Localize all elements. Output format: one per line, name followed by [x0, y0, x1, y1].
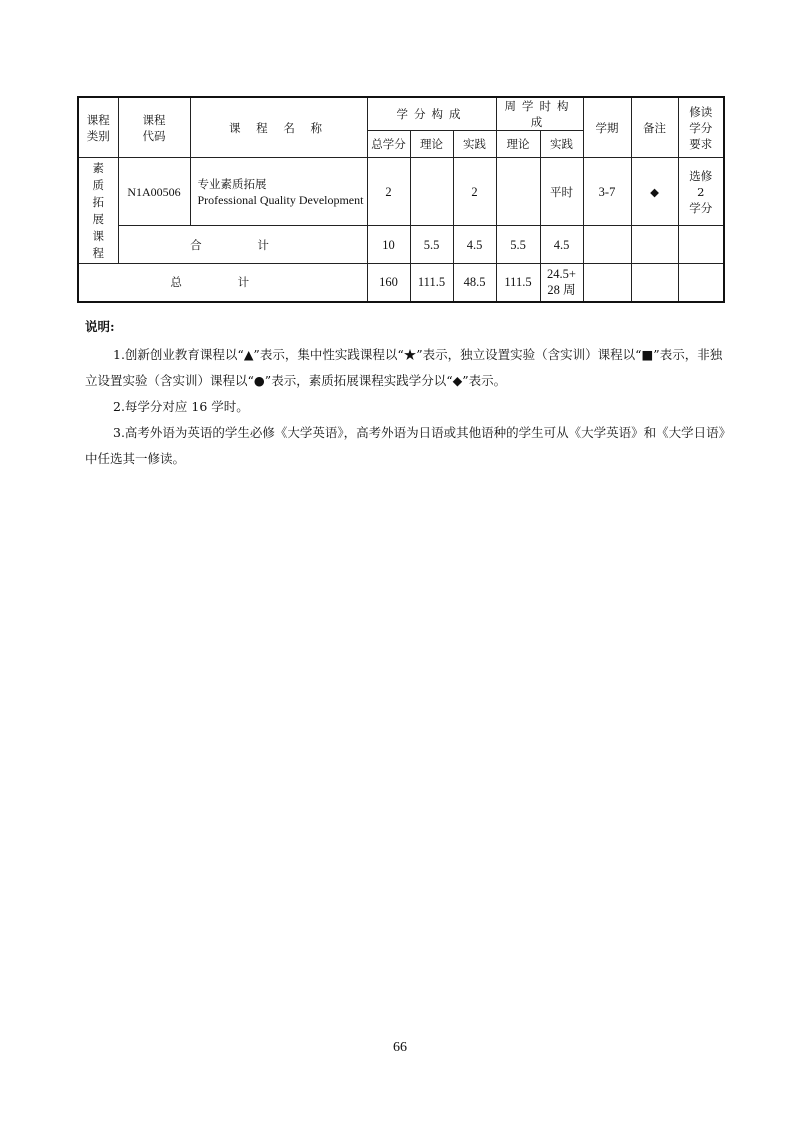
notes-section	[85, 314, 725, 472]
category-cell: 素 质 拓 展 课 程	[78, 158, 118, 264]
header-remark: 备注	[631, 97, 678, 158]
header-requirement: 修读 学分 要求	[678, 97, 724, 158]
course-credit-total: 2	[367, 158, 410, 226]
subtotal-hours-theory: 5.5	[496, 226, 540, 264]
course-credit-theory	[410, 158, 453, 226]
total-semester	[583, 264, 631, 302]
subtotal-semester	[583, 226, 631, 264]
course-row	[78, 158, 724, 226]
page-number: 66	[393, 1040, 407, 1055]
subtotal-hours-practice: 4.5	[540, 226, 583, 264]
header-credit-group: 学分构成	[367, 97, 496, 131]
course-name-cn: 专业素质拓展	[197, 176, 267, 191]
total-credit-practice: 48.5	[453, 264, 496, 302]
header-row-1	[78, 97, 724, 131]
subtotal-requirement	[678, 226, 724, 264]
header-credit-theory: 理论	[410, 131, 453, 158]
notes-heading: 说明:	[85, 319, 115, 334]
total-requirement	[678, 264, 724, 302]
course-code: N1A00506	[118, 158, 190, 226]
course-hours-theory	[496, 158, 540, 226]
header-name: 课 程 名 称	[190, 97, 367, 158]
header-credit-practice: 实践	[453, 131, 496, 158]
subtotal-row	[78, 226, 724, 264]
course-requirement: 选修 2 学分	[678, 158, 724, 226]
subtotal-label: 合 计	[118, 226, 367, 264]
diamond-icon: ◆	[631, 158, 678, 226]
total-credit-theory: 111.5	[410, 264, 453, 302]
course-name-en: Professional Quality Development	[197, 192, 364, 207]
header-code: 课程 代码	[118, 97, 190, 158]
note-item-1: 1.创新创业教育课程以“▲”表示，集中性实践课程以“★”表示，独立设置实验（含实训）课程以“■”表示，非独立设置实验（含实训）课程以“●”表示，素质拓展课程实践学分以“◆”表示。	[85, 347, 723, 388]
note-item-2: 2.每学分对应 16 学时。	[113, 399, 249, 414]
course-table	[77, 96, 725, 303]
note-item-3: 3.高考外语为英语的学生必修《大学英语》，高考外语为日语或其他语种的学生可从《大学英语》和《大学日语》中任选其一修读。	[85, 425, 725, 466]
total-credit-total: 160	[367, 264, 410, 302]
total-label: 总 计	[78, 264, 367, 302]
subtotal-credit-theory: 5.5	[410, 226, 453, 264]
total-remark	[631, 264, 678, 302]
course-hours-practice: 平时	[540, 158, 583, 226]
header-hours-group: 周学时构成	[496, 97, 583, 131]
header-category: 课程 类别	[78, 97, 118, 158]
subtotal-credit-total: 10	[367, 226, 410, 264]
subtotal-credit-practice: 4.5	[453, 226, 496, 264]
header-hours-theory: 理论	[496, 131, 540, 158]
header-hours-practice: 实践	[540, 131, 583, 158]
course-name	[190, 158, 367, 226]
total-hours-practice: 24.5+ 28 周	[540, 264, 583, 302]
subtotal-remark	[631, 226, 678, 264]
header-semester: 学期	[583, 97, 631, 158]
course-semester: 3-7	[583, 158, 631, 226]
total-hours-theory: 111.5	[496, 264, 540, 302]
course-credit-practice: 2	[453, 158, 496, 226]
total-row	[78, 264, 724, 302]
header-credit-total: 总学分	[367, 131, 410, 158]
